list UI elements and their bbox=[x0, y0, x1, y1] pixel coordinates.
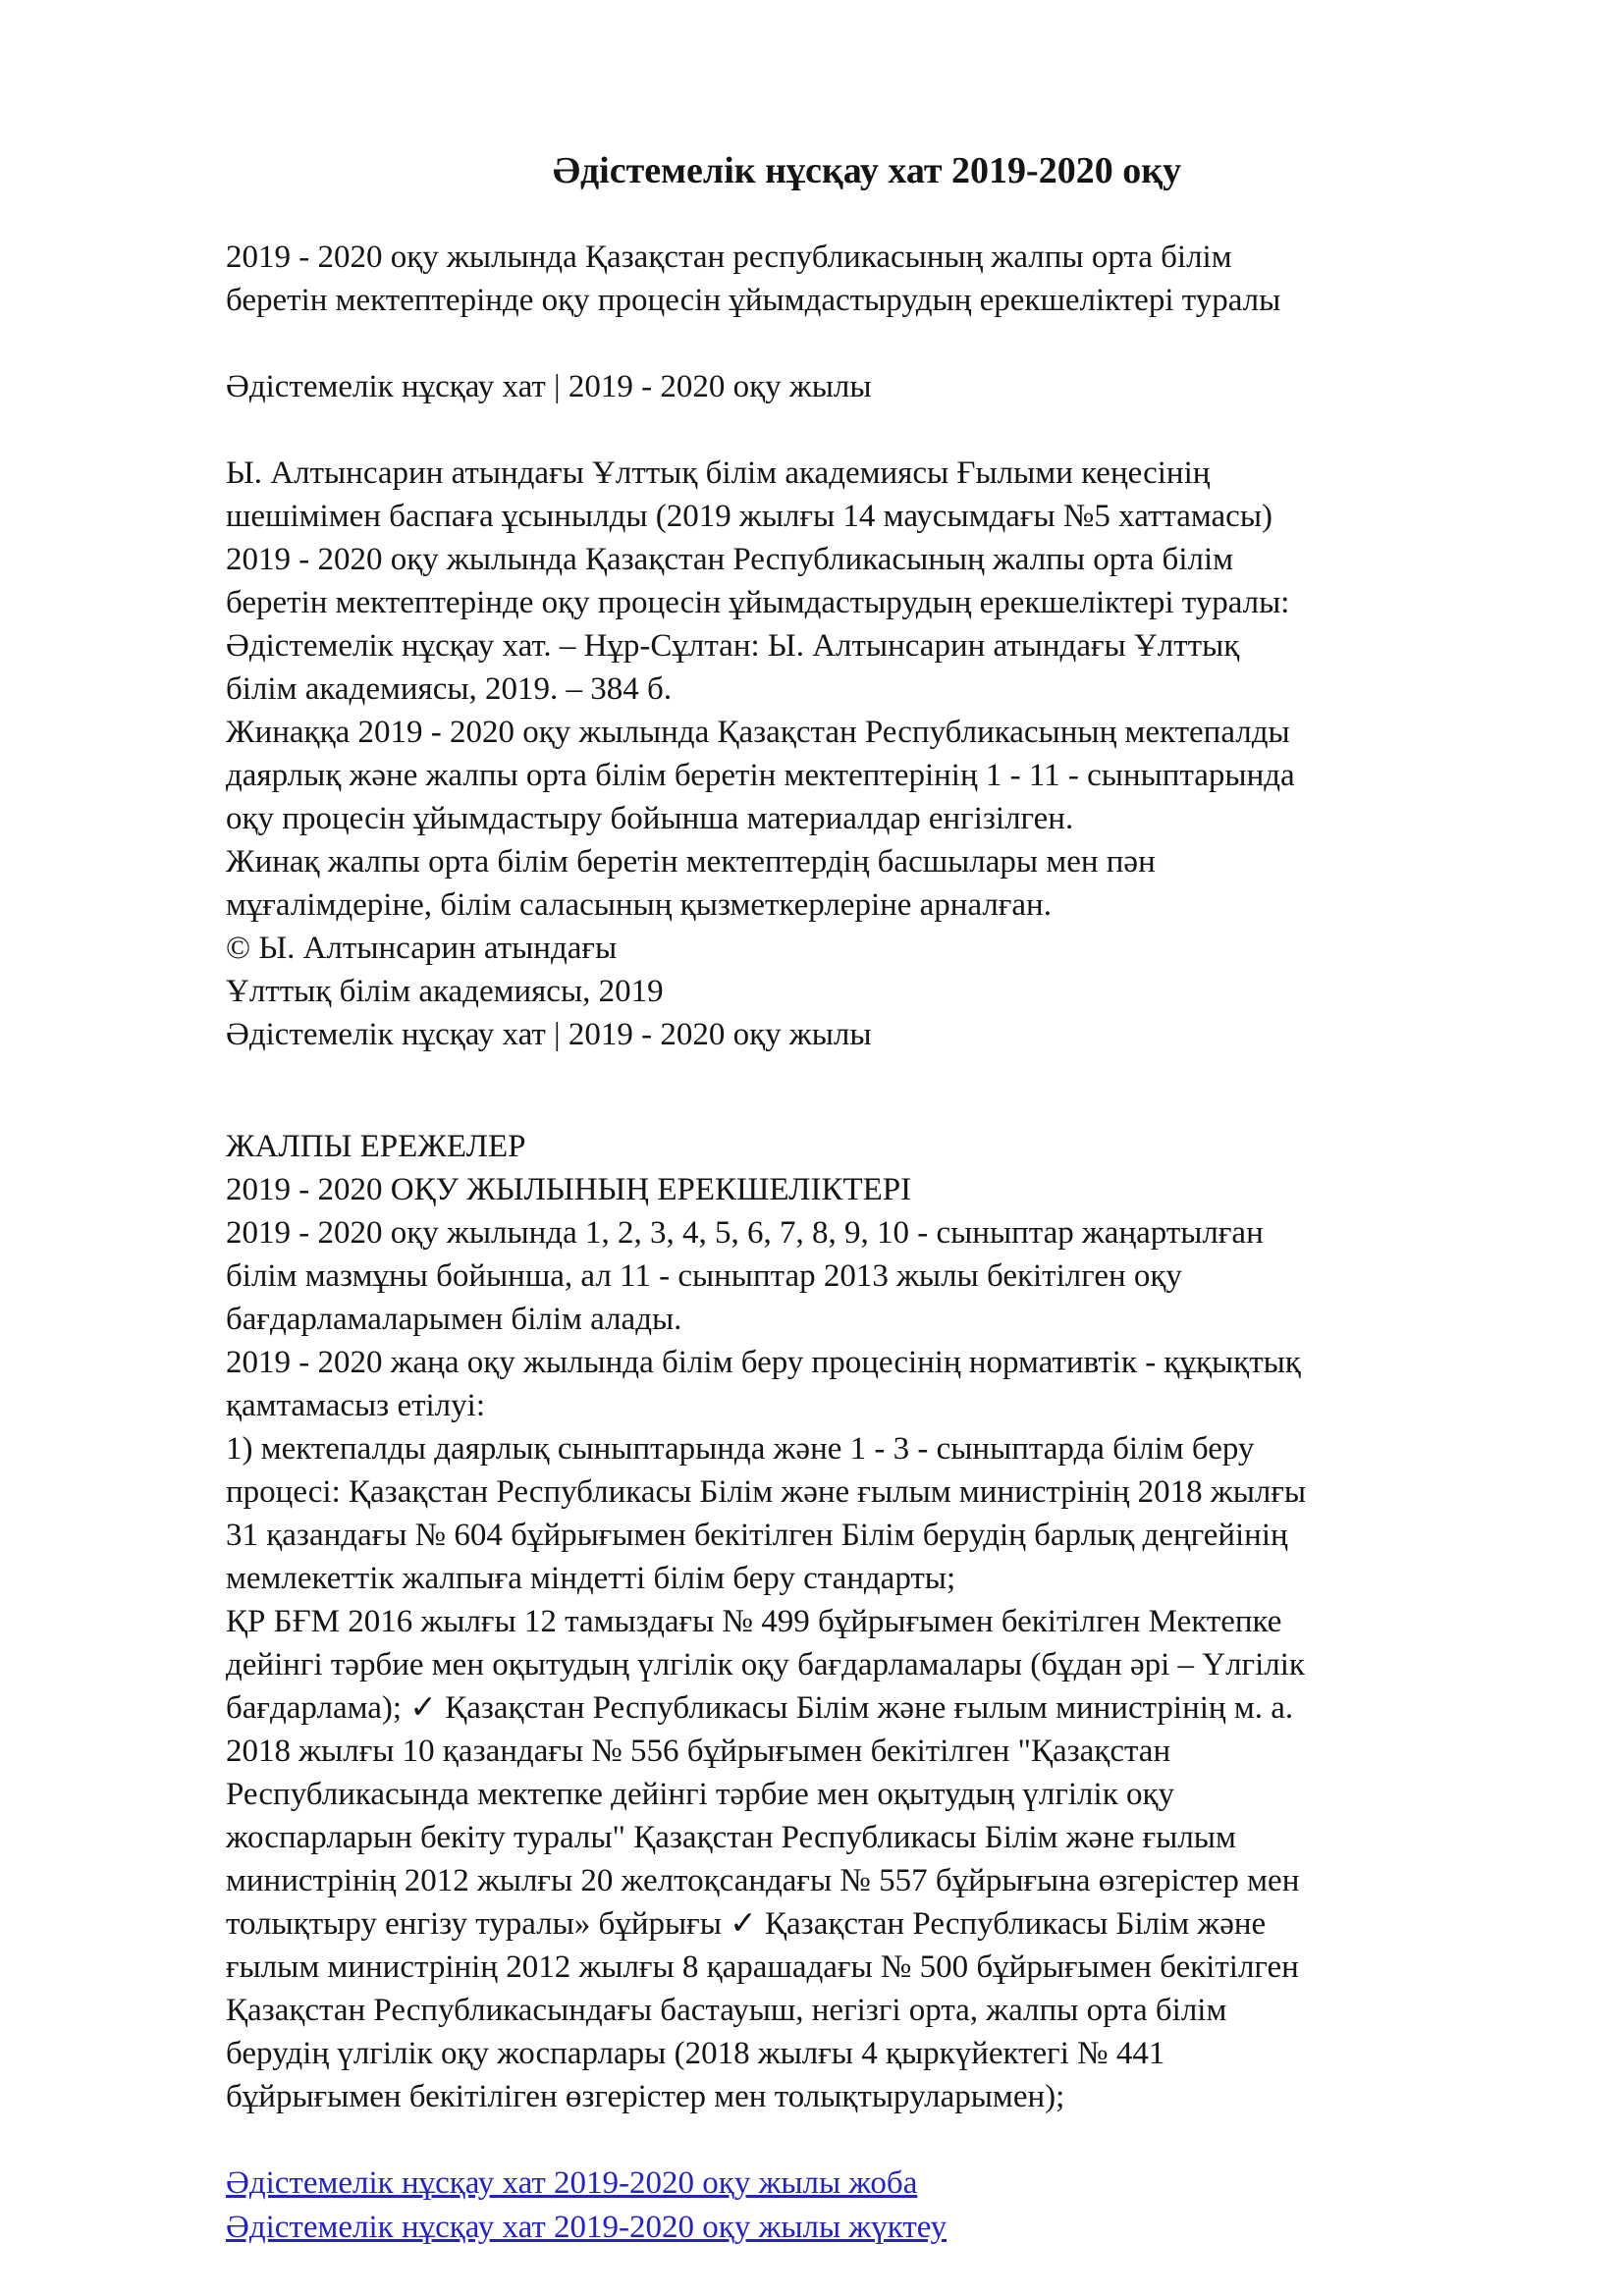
general-provisions-section bbox=[226, 1125, 1508, 2118]
text-line: Жинаққа 2019 - 2020 оқу жылында Қазақстан Республикасының мектепалды bbox=[226, 715, 1290, 750]
imprint-paragraph bbox=[226, 452, 1508, 1056]
text-line: Қазақстан Республикасындағы бастауыш, негізгі орта, жалпы орта білім bbox=[226, 1993, 1227, 2028]
text-line: білім мазмұны бойынша, ал 11 - сыныптар 2013 жылы бекітілген оқу bbox=[226, 1258, 1182, 1294]
spacer bbox=[226, 2118, 1508, 2162]
doc-link-1[interactable]: Әдістемелік нұсқау хат 2019-2020 оқу жылы жоба bbox=[226, 2165, 918, 2201]
document-title: Әдістемелік нұсқау хат 2019-2020 оқу bbox=[552, 150, 1182, 191]
text-line: бағдарлама); ✓ Қазақстан Республикасы Білім және ғылым министрінің м. а. bbox=[226, 1690, 1294, 1726]
text-line: мұғалімдеріне, білім саласының қызметкерлеріне арналған. bbox=[226, 887, 1052, 923]
text-line: 2019 - 2020 оқу жылында 1, 2, 3, 4, 5, 6, 7, 8, 9, 10 - сыныптар жаңартылған bbox=[226, 1215, 1264, 1251]
link-row bbox=[226, 2162, 1508, 2206]
text-line: шешімімен баспаға ұсынылды (2019 жылғы 14 маусымдағы №5 хаттамасы) bbox=[226, 499, 1272, 534]
text-line: ҚР БҒМ 2016 жылғы 12 тамыздағы № 499 бұйрығымен бекітілген Мектепке bbox=[226, 1604, 1282, 1639]
spacer bbox=[226, 1056, 1508, 1099]
text-line: ЖАЛПЫ ЕРЕЖЕЛЕР bbox=[226, 1129, 526, 1164]
spacer bbox=[226, 322, 1508, 365]
spacer bbox=[226, 408, 1508, 452]
subtitle-line bbox=[226, 365, 1508, 408]
text-line: 2019 - 2020 жаңа оқу жылында білім беру процесінің нормативтік - құқықтық bbox=[226, 1345, 1301, 1380]
download-links bbox=[226, 2162, 1508, 2250]
text-line: дейінгі тәрбие мен оқытудың үлгілік оқу бағдарламалары (бұдан әрі – Үлгілік bbox=[226, 1647, 1305, 1682]
spacer bbox=[226, 192, 1508, 236]
text-line: 2018 жылғы 10 қазандағы № 556 бұйрығымен бекітілген "Қазақстан bbox=[226, 1734, 1171, 1769]
text-line: © Ы. Алтынсарин атындағы bbox=[226, 931, 618, 966]
text-line: Әдістемелік нұсқау хат | 2019 - 2020 оқу жылы bbox=[226, 1017, 872, 1052]
text-line: Жинақ жалпы орта білім беретін мектептердің басшылары мен пән bbox=[226, 844, 1156, 880]
text-line: 2019 - 2020 ОҚУ ЖЫЛЫНЫҢ ЕРЕКШЕЛІКТЕРІ bbox=[226, 1172, 912, 1207]
doc-link-2[interactable]: Әдістемелік нұсқау хат 2019-2020 оқу жылы жүктеу bbox=[226, 2210, 947, 2245]
text-line: 2019 - 2020 оқу жылында Қазақстан республикасының жалпы орта білім bbox=[226, 240, 1232, 275]
link-row bbox=[226, 2206, 1508, 2250]
text-line: бұйрығымен бекітіліген өзгерістер мен толықтыруларымен); bbox=[226, 2079, 1065, 2114]
text-line: беретін мектептерінде оқу процесін ұйымдастырудың ерекшеліктері туралы: bbox=[226, 585, 1290, 620]
intro-paragraph bbox=[226, 236, 1508, 322]
text-line: 31 қазандағы № 604 бұйрығымен бекітілген Білім берудің барлық деңгейінің bbox=[226, 1518, 1288, 1553]
text-line: 1) мектепалды даярлық сыныптарында және 1 - 3 - сыныптарда білім беру bbox=[226, 1431, 1255, 1467]
text-line: білім академиясы, 2019. – 384 б. bbox=[226, 671, 673, 707]
text-line: беретін мектептерінде оқу процесін ұйымдастырудың ерекшеліктері туралы bbox=[226, 283, 1281, 318]
text-line: министрінің 2012 жылғы 20 желтоқсандағы № 557 бұйрығына өзгерістер мен bbox=[226, 1863, 1300, 1898]
text-line: жоспарларын бекіту туралы" Қазақстан Республикасы Білім және ғылым bbox=[226, 1820, 1236, 1855]
text-line: Республикасында мектепке дейінгі тәрбие мен оқытудың үлгілік оқу bbox=[226, 1777, 1175, 1812]
text-line: процесі: Қазақстан Республикасы Білім және ғылым министрінің 2018 жылғы bbox=[226, 1474, 1307, 1510]
text-line: қамтамасыз етілуі: bbox=[226, 1388, 485, 1423]
text-line: ғылым министрінің 2012 жылғы 8 қарашадағы № 500 бұйрығымен бекітілген bbox=[226, 1949, 1299, 1985]
text-line: мемлекеттік жалпыға міндетті білім беру стандарты; bbox=[226, 1561, 956, 1596]
text-line: Ы. Алтынсарин атындағы Ұлттық білім академиясы Ғылыми кеңесінің bbox=[226, 455, 1211, 491]
text-line: Әдістемелік нұсқау хат. – Нұр-Сұлтан: Ы. Алтынсарин атындағы Ұлттық bbox=[226, 628, 1240, 664]
text-line: берудің үлгілік оқу жоспарлары (2018 жылғы 4 қыркүйектегі № 441 bbox=[226, 2036, 1165, 2071]
text-line: даярлық және жалпы орта білім беретін мектептерінің 1 - 11 - сыныптарында bbox=[226, 758, 1295, 793]
text-line: толықтыру енгізу туралы» бұйрығы ✓ Қазақстан Республикасы Білім және bbox=[226, 1906, 1267, 1942]
text-line: Әдістемелік нұсқау хат | 2019 - 2020 оқу жылы bbox=[226, 369, 872, 404]
text-line: оқу процесін ұйымдастыру бойынша материалдар енгізілген. bbox=[226, 801, 1074, 836]
text-line: Ұлттық білім академиясы, 2019 bbox=[226, 974, 664, 1009]
text-line: 2019 - 2020 оқу жылында Қазақстан Республикасының жалпы орта білім bbox=[226, 542, 1234, 577]
text-line: бағдарламаларымен білім алады. bbox=[226, 1302, 682, 1337]
